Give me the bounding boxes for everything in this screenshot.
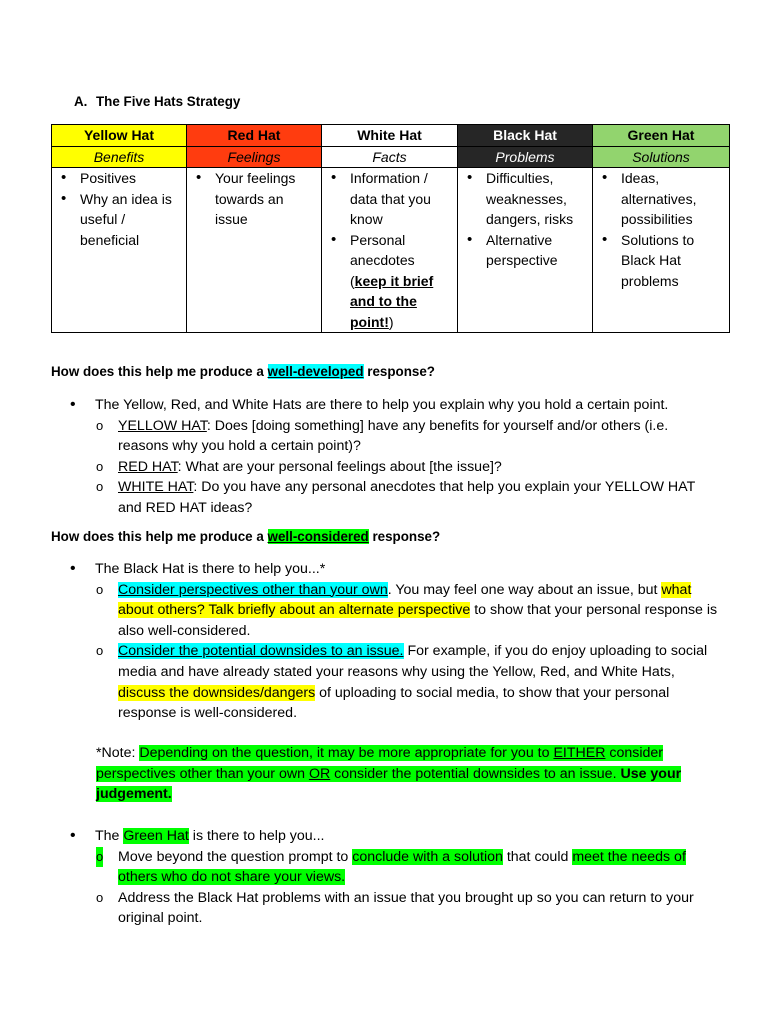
sub-item-text: of uploading to social media, to show that your personal response is well-considered. xyxy=(118,684,670,722)
list-item xyxy=(70,826,720,847)
question-text: response? xyxy=(363,364,435,379)
white-hat-details xyxy=(322,168,458,333)
sub-item-text: that could xyxy=(502,848,573,865)
highlight-text: what about others? Talk briefly about an alternate perspective xyxy=(118,581,692,619)
list-item xyxy=(350,230,453,333)
list-item: • Positives xyxy=(80,168,182,189)
sub-item-red-hat xyxy=(70,457,720,478)
circle-bullet-icon: o xyxy=(96,417,104,433)
list-item-text: ) xyxy=(388,313,394,330)
red-hat-subtitle: Feelings xyxy=(187,146,322,168)
considered-list xyxy=(70,559,720,724)
sub-item-text: . You may feel one way about an issue, but xyxy=(387,581,662,598)
note-text: Depending on the question, it may be more appropriate for you to xyxy=(139,745,554,761)
highlight-well-considered: well-considered xyxy=(267,529,369,544)
section-heading xyxy=(74,94,240,109)
black-hat-details xyxy=(458,168,593,333)
list-item xyxy=(70,559,720,580)
yellow-hat-details xyxy=(52,168,187,333)
list-item: • Why an idea is useful / beneficial xyxy=(80,189,182,251)
black-hat-subtitle: Problems xyxy=(458,146,593,168)
note-text: consider perspectives other than your own xyxy=(96,745,664,782)
yellow-hat-header: Yellow Hat xyxy=(52,125,187,147)
highlight-text: Green Hat xyxy=(123,828,189,844)
circle-bullet-icon: o xyxy=(96,889,104,905)
sub-item-label: WHITE HAT xyxy=(118,479,194,496)
sub-item-text: : Do you have any personal anecdotes that help you explain your YELLOW HAT and RED HAT ideas? xyxy=(118,479,695,516)
highlight-text: conclude with a solution xyxy=(352,848,503,865)
circle-bullet-icon: o xyxy=(96,458,104,474)
highlight-text: discuss the downsides/dangers xyxy=(118,684,316,701)
green-hat-list xyxy=(70,826,720,929)
hat-name-row xyxy=(52,125,730,147)
red-hat-header: Red Hat xyxy=(187,125,322,147)
sub-item-label: RED HAT xyxy=(118,458,178,475)
sub-item-text: Move beyond the question prompt to xyxy=(118,848,353,865)
list-item: • Ideas, alternatives, possibilities xyxy=(621,168,725,230)
sub-item-white-hat xyxy=(70,477,720,518)
list-item-text: Personal anecdotes ( xyxy=(350,231,415,289)
hat-subtitle-row xyxy=(52,146,730,168)
list-item-text: The Yellow, Red, and White Hats are there to help you explain why you hold a certain point. xyxy=(95,397,669,413)
sub-item-yellow-hat xyxy=(70,416,720,457)
sub-item-text: Address the Black Hat problems with an issue that you brought up so you can return to your original point. xyxy=(118,889,694,927)
red-hat-details xyxy=(187,168,322,333)
list-item: • Your feelings towards an issue xyxy=(215,168,317,230)
note-lead: *Note: xyxy=(96,745,140,761)
yellow-hat-subtitle: Benefits xyxy=(52,146,187,168)
emphasis-text: keep it brief and to the point! xyxy=(350,272,434,330)
note-either: EITHER xyxy=(553,745,606,761)
question-text: How does this help me produce a xyxy=(51,529,268,544)
list-item xyxy=(70,395,720,416)
sub-item-text: : Does [doing something] have any benefits for yourself and/or others (i.e. reasons why you hold a certain point)? xyxy=(118,417,669,455)
list-item: • Information / data that you know xyxy=(350,168,453,230)
note-or: OR xyxy=(308,765,331,782)
question-well-considered xyxy=(51,529,440,544)
sub-item-text: For example, if you do enjoy uploading to social media and have already stated your reasons why using the Yellow, Red, and White Hats, xyxy=(118,643,708,680)
black-hat-header: Black Hat xyxy=(458,125,593,147)
sub-item-perspectives xyxy=(70,580,720,642)
developed-list xyxy=(70,395,720,519)
sub-item-text: to show that your personal response is also well-considered. xyxy=(118,602,718,639)
question-text: How does this help me produce a xyxy=(51,364,268,379)
note-text: consider the potential downsides to an issue. xyxy=(330,765,621,782)
section-title: The Five Hats Strategy xyxy=(96,94,241,109)
highlight-text: Consider the potential downsides to an issue. xyxy=(118,643,404,660)
list-item-text: is there to help you... xyxy=(188,828,325,844)
white-hat-header: White Hat xyxy=(322,125,458,147)
bullet-dot-icon: • xyxy=(70,560,76,577)
green-hat-details xyxy=(593,168,730,333)
sub-item-address-problems xyxy=(70,888,720,929)
green-hat-header: Green Hat xyxy=(593,125,730,147)
five-hats-table xyxy=(51,124,730,333)
list-item: • Difficulties, weaknesses, dangers, risks xyxy=(486,168,588,230)
list-item: • Alternative perspective xyxy=(486,230,588,271)
green-hat-subtitle: Solutions xyxy=(593,146,730,168)
section-letter: A. xyxy=(74,94,88,109)
sub-item-downsides xyxy=(70,641,720,723)
bullet-dot-icon: • xyxy=(70,827,76,844)
sub-item-text: : What are your personal feelings about [the issue]? xyxy=(177,458,502,475)
circle-bullet-icon: o xyxy=(96,847,103,868)
circle-bullet-icon: o xyxy=(96,479,104,495)
highlight-text: Consider perspectives other than your own xyxy=(118,581,388,598)
question-text: response? xyxy=(368,529,441,544)
question-well-developed xyxy=(51,364,435,379)
bullet-dot-icon: • xyxy=(70,396,76,413)
note-highlight xyxy=(96,745,681,802)
white-hat-subtitle: Facts xyxy=(322,146,458,168)
highlight-well-developed: well-developed xyxy=(267,364,364,379)
sub-item-solution xyxy=(70,847,720,888)
hat-details-row xyxy=(52,168,730,333)
highlight-text: meet the needs of others who do not share your views. xyxy=(118,848,686,886)
sub-item-label: YELLOW HAT xyxy=(118,417,207,434)
circle-bullet-icon: o xyxy=(96,581,104,597)
list-item: • Solutions to Black Hat problems xyxy=(621,230,725,292)
note-bold: Use your judgement. xyxy=(96,765,682,803)
circle-bullet-icon: o xyxy=(96,643,104,659)
list-item-text: The xyxy=(95,828,124,844)
note-paragraph xyxy=(96,743,716,805)
list-item-text: The Black Hat is there to help you...* xyxy=(95,561,326,577)
